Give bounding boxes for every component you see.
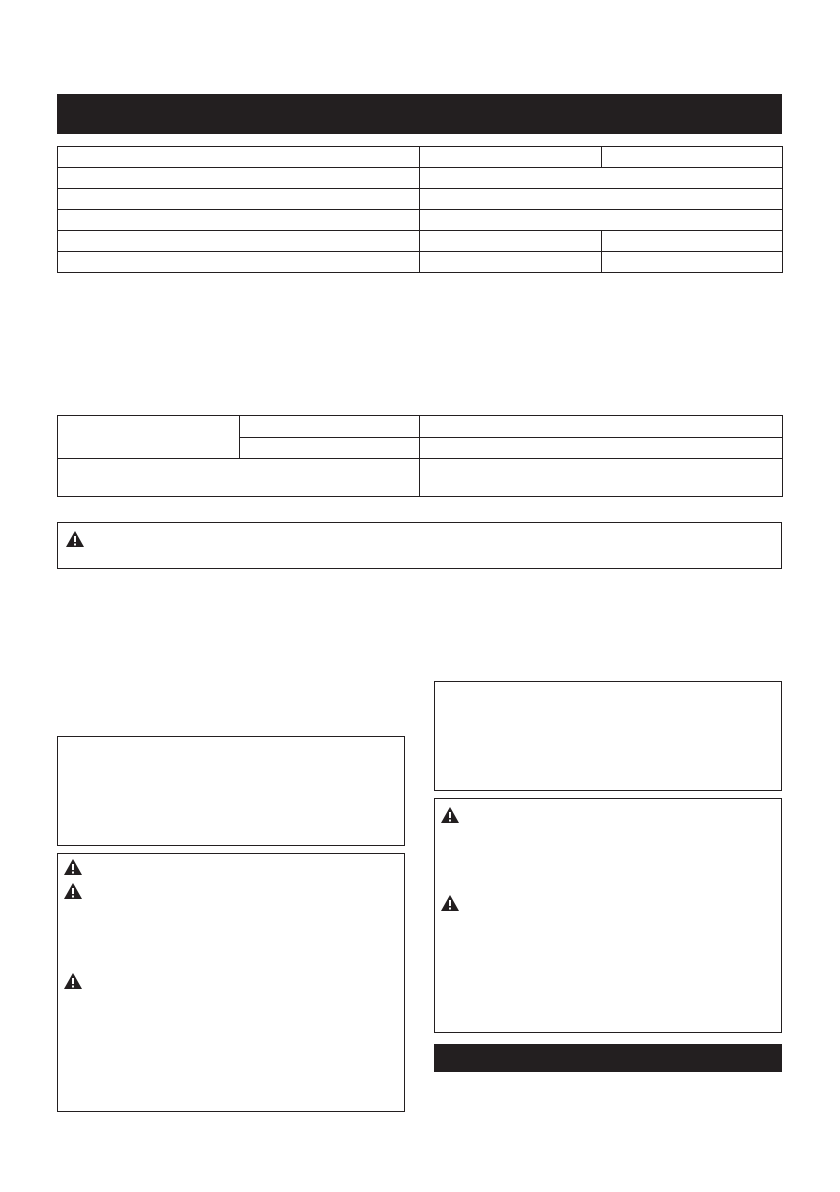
specifications-table [57, 146, 783, 273]
table-row [58, 189, 783, 210]
table-row [58, 459, 783, 497]
warning-box-right [434, 798, 782, 1033]
warning-triangle-icon [63, 972, 83, 990]
table-row [58, 210, 783, 231]
warning-box-wide [57, 522, 782, 569]
table-row [58, 231, 783, 252]
note-box-left [57, 736, 405, 846]
noise-vibration-table [57, 415, 783, 497]
bottom-section-header-bar [434, 1044, 782, 1072]
warning-triangle-icon [65, 530, 85, 548]
warning-triangle-icon [63, 882, 83, 900]
table-row [58, 416, 783, 438]
table-row [58, 168, 783, 189]
table-row [58, 252, 783, 273]
warning-triangle-icon [63, 858, 83, 876]
table-row [58, 147, 783, 168]
warning-triangle-icon [440, 894, 460, 912]
warning-triangle-icon [440, 806, 460, 824]
warning-box-left [57, 853, 405, 1112]
specifications-header-bar [57, 94, 782, 134]
note-box-right [434, 681, 782, 791]
